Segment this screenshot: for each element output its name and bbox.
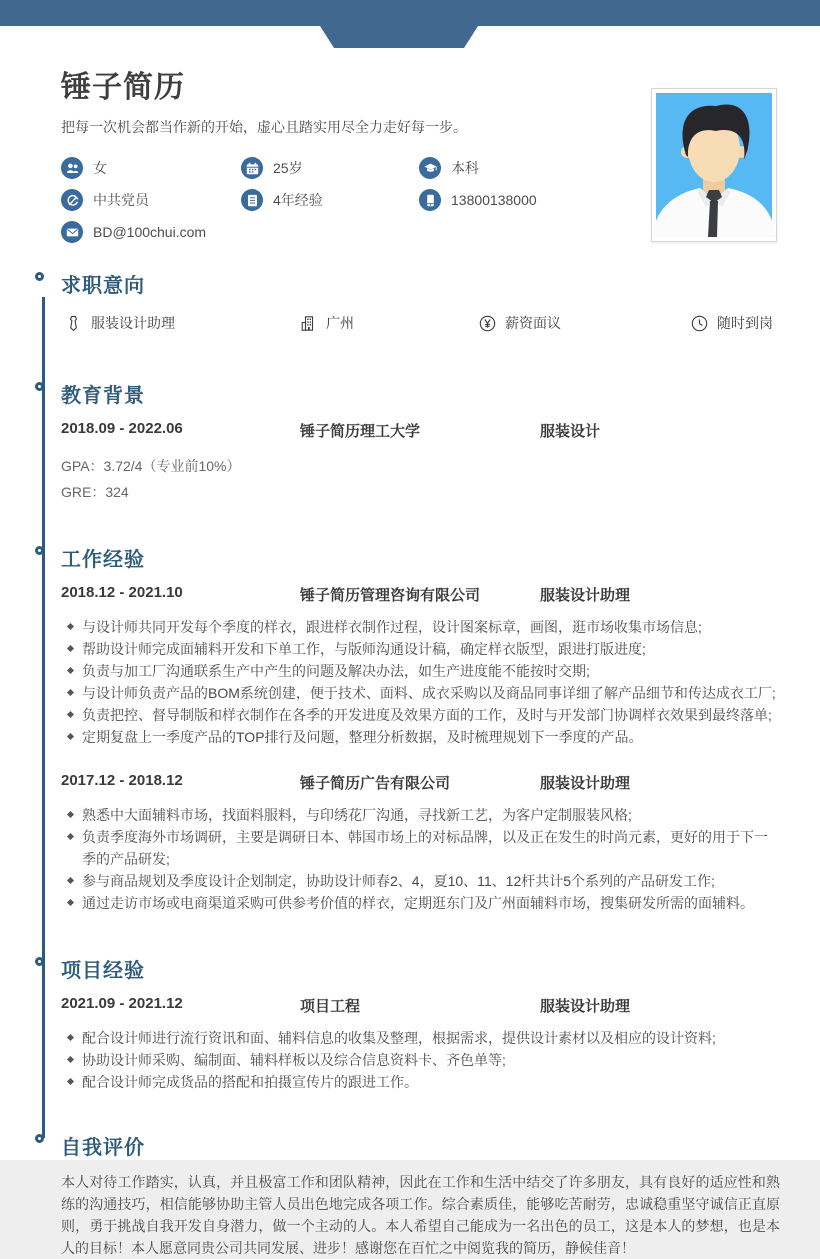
section-self-evaluation (61, 1131, 780, 1259)
intent-position (65, 313, 300, 333)
section-project-experience (61, 954, 780, 1093)
self-evaluation-text: 本人对待工作踏实，认真，并且极富工作和团队精神，因此在工作和生活中结交了许多朋友，具有良好的适应性和熟练的沟通技巧，相信能够协助主管人员出色地完成各项工作。综合素质佳，能够吃苦耐劳，忠诚稳重坚守诚信正直原则，勇于挑战自我开发自身潜力，做一个主动的人。本人希望自己能成为一名出色的员工，这是本人的梦想，也是本人的目标！本人愿意同贵公司共同发展、进步！感谢您在百忙之中阅览我的简历，静候佳音！ (61, 1174, 780, 1256)
job-meta-row (61, 584, 780, 605)
party-icon (61, 189, 83, 211)
job-bullet: 与设计师负责产品的BOM系统创建，便于技术、面料、成衣采购以及商品同事详细了解产品细节和传达成衣工厂; (61, 682, 780, 704)
intent-city-label: 广州 (326, 315, 354, 331)
profile-age (241, 157, 419, 179)
job-bullet: 通过走访市场或电商渠道采购可供参考价值的样衣，定期逛东门及广州面辅料市场，搜集研发所需的面辅料。 (61, 892, 780, 914)
timeline-ring (35, 957, 44, 966)
profile-party (61, 189, 241, 211)
project-date: 2021.09 - 2021.12 (61, 995, 183, 1012)
profile-phone-label: 13800138000 (451, 192, 537, 208)
building-icon (300, 315, 317, 332)
section-job-intent (61, 269, 780, 333)
profile-experience-label: 4年经验 (273, 192, 323, 208)
project-bullet: 协助设计师采购、编制面、辅料样板以及综合信息资料卡、齐色单等; (61, 1049, 780, 1071)
job-entry (61, 772, 780, 914)
education-school: 锤子简历理工大学 (300, 423, 421, 440)
profile-info-grid (61, 157, 626, 243)
job-bullet: 帮助设计师完成面辅料开发和下单工作，与版师沟通设计稿，确定样衣版型，跟进打版进度; (61, 638, 780, 660)
education-major: 服装设计 (540, 423, 601, 440)
job-bullet: 定期复盘上一季度产品的TOP排行及问题，整理分析数据，及时梳理规划下一季度的产品。 (61, 726, 780, 748)
timeline-ring (35, 546, 44, 555)
intent-salary (479, 313, 691, 333)
project-meta-row (61, 995, 780, 1016)
email-icon (61, 221, 83, 243)
job-bullet: 负责与加工厂沟通联系生产中产生的问题及解决办法，如生产进度能不能按时交期; (61, 660, 780, 682)
motto-text: 把每一次机会都当作新的开始，虚心且踏实用尽全力走好每一步。 (61, 119, 467, 135)
gender-icon (61, 157, 83, 179)
section-title: 工作经验 (61, 549, 145, 571)
profile-experience (241, 189, 419, 211)
project-bullet-list (61, 1027, 780, 1093)
job-role: 服装设计助理 (540, 775, 631, 792)
profile-gender-label: 女 (93, 160, 107, 176)
resume-header (0, 0, 820, 243)
job-date: 2017.12 - 2018.12 (61, 772, 183, 789)
section-eval-header (61, 1131, 780, 1160)
tie-icon (65, 315, 82, 332)
section-title: 项目经验 (61, 960, 145, 982)
section-title: 求职意向 (61, 275, 145, 297)
education-gre: GRE：324 (61, 484, 129, 500)
timeline-line (42, 297, 45, 1138)
phone-icon (419, 189, 441, 211)
job-bullet: 负责把控、督导制版和样衣制作在各季的开发进度及效果方面的工作，及时与开发部门协调样衣效果到最终落单; (61, 704, 780, 726)
job-bullet: 熟悉中大面辅料市场，找面料服料，与印绣花厂沟通，寻找新工艺，为客户定制服装风格; (61, 804, 780, 826)
project-name: 项目工程 (300, 998, 361, 1015)
job-bullet: 负责季度海外市场调研，主要是调研日本、韩国市场上的对标品牌，以及正在发生的时尚元素，更好的用于下一季的产品研发; (61, 826, 780, 870)
job-role: 服装设计助理 (540, 587, 631, 604)
salary-icon (479, 315, 496, 332)
project-bullet: 配合设计师进行流行资讯和面、辅料信息的收集及整理，根据需求，提供设计素材以及相应的设计资料; (61, 1027, 780, 1049)
job-bullet: 参与商品规划及季度设计企划制定，协助设计师春2、4，夏10、11、12杆共计5个系列的产品研发工作; (61, 870, 780, 892)
education-details (61, 453, 780, 505)
section-work-experience (61, 543, 780, 914)
resume-body (61, 269, 780, 1259)
profile-gender (61, 157, 241, 179)
avatar (651, 88, 777, 242)
section-title: 教育背景 (61, 385, 145, 407)
project-bullet: 配合设计师完成货品的搭配和拍摄宣传片的跟进工作。 (61, 1071, 780, 1093)
section-project-header (61, 954, 780, 983)
page-title: 锤子简历 (61, 71, 185, 104)
job-company: 锤子简历广告有限公司 (300, 775, 451, 792)
profile-phone (419, 189, 626, 211)
section-education-header (61, 379, 780, 408)
intent-salary-label: 薪资面议 (505, 315, 561, 331)
timeline-ring (35, 1134, 44, 1143)
education-gpa: GPA：3.72/4（专业前10%） (61, 458, 241, 474)
education-meta-row (61, 420, 780, 441)
section-job-intent-header (61, 269, 780, 298)
job-entry (61, 584, 780, 748)
profile-age-label: 25岁 (273, 160, 303, 176)
age-icon (241, 157, 263, 179)
job-date: 2018.12 - 2021.10 (61, 584, 183, 601)
section-title: 自我评价 (61, 1137, 145, 1159)
intent-availability-label: 随时到岗 (717, 315, 773, 331)
profile-degree (419, 157, 626, 179)
job-bullet: 与设计师共同开发每个季度的样衣，跟进样衣制作过程，设计图案标章，画图，逛市场收集市场信息; (61, 616, 780, 638)
experience-icon (241, 189, 263, 211)
job-bullet-list (61, 804, 780, 914)
clock-icon (691, 315, 708, 332)
timeline-ring (35, 272, 44, 281)
job-bullet-list (61, 616, 780, 748)
section-education (61, 379, 780, 505)
section-work-header (61, 543, 780, 572)
degree-icon (419, 157, 441, 179)
intent-position-label: 服装设计助理 (91, 315, 175, 331)
timeline-ring (35, 382, 44, 391)
profile-email-label: BD@100chui.com (93, 224, 207, 240)
profile-degree-label: 本科 (451, 160, 479, 176)
education-date: 2018.09 - 2022.06 (61, 420, 183, 437)
job-meta-row (61, 772, 780, 793)
project-role: 服装设计助理 (540, 998, 631, 1015)
intent-items-row (61, 313, 780, 333)
intent-availability (691, 313, 780, 333)
profile-party-label: 中共党员 (93, 192, 149, 208)
intent-city (300, 313, 479, 333)
profile-email (61, 221, 241, 243)
job-company: 锤子简历管理咨询有限公司 (300, 587, 481, 604)
